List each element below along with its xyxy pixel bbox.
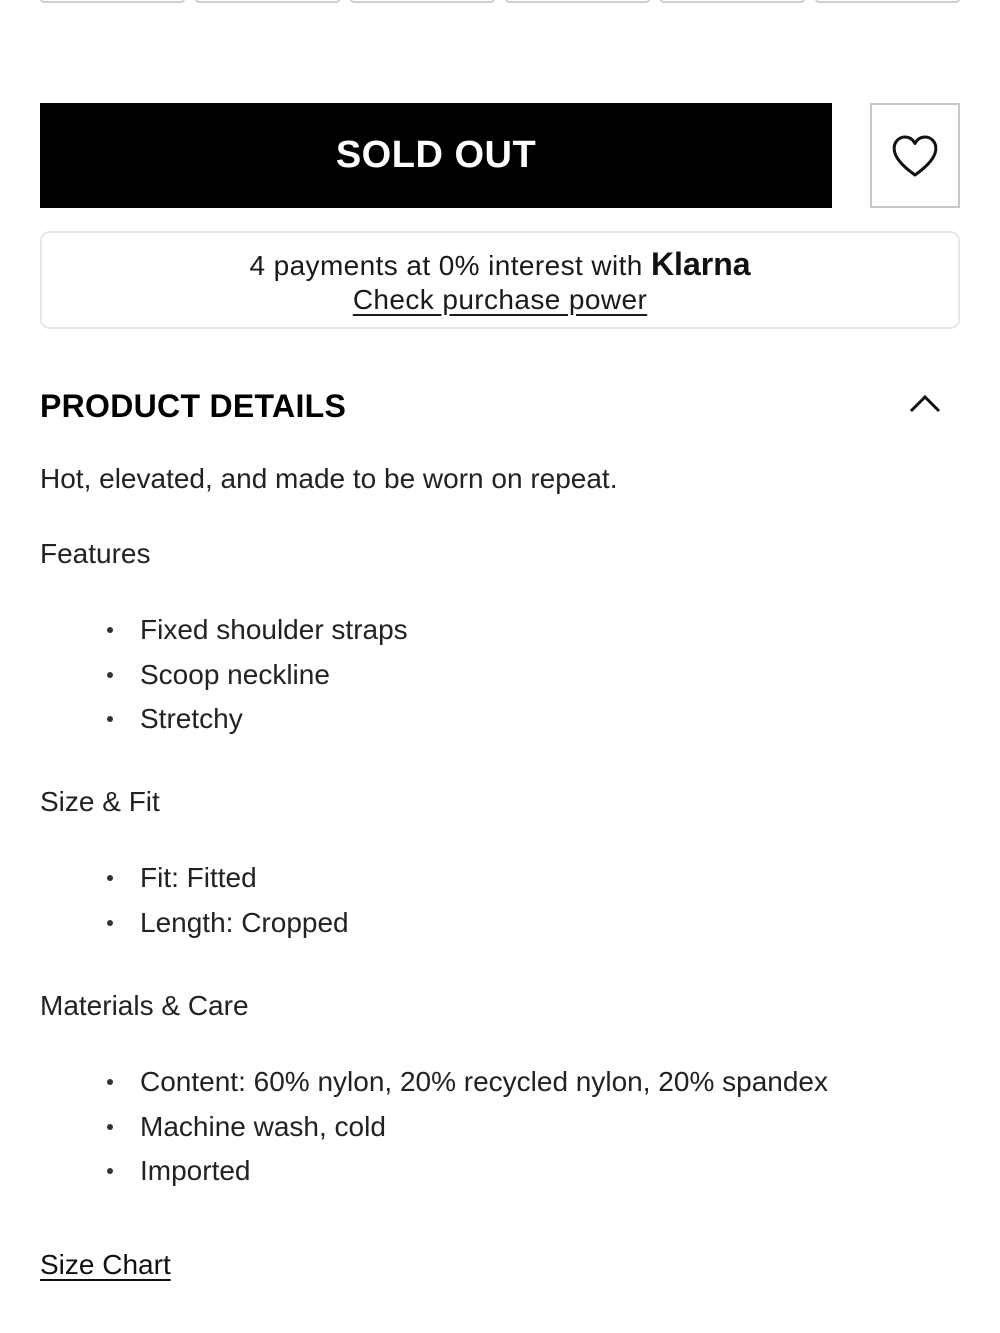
size-fit-heading: Size & Fit	[40, 786, 160, 817]
size-option[interactable]	[660, 0, 805, 3]
size-options-row	[40, 0, 960, 3]
list-item: Fit: Fitted	[40, 856, 349, 901]
bullet	[107, 716, 113, 722]
bullet	[107, 875, 113, 881]
size-option[interactable]	[40, 0, 185, 3]
bullet	[107, 1079, 113, 1085]
features-heading: Features	[40, 538, 151, 569]
bullet	[107, 672, 113, 678]
list-item: Content: 60% nylon, 20% recycled nylon, 20% spandex	[40, 1060, 828, 1105]
bullet	[107, 1168, 113, 1174]
klarna-banner	[40, 231, 960, 329]
bullet	[107, 920, 113, 926]
klarna-text: 4 payments at 0% interest with	[249, 250, 643, 281]
wishlist-button[interactable]	[870, 103, 960, 208]
list-item: Scoop neckline	[40, 653, 408, 698]
size-option[interactable]	[505, 0, 650, 3]
product-details-header[interactable]	[40, 385, 960, 431]
materials-care-list	[40, 1060, 828, 1194]
klarna-message	[42, 246, 958, 283]
product-description: Hot, elevated, and made to be worn on repeat.	[40, 463, 618, 494]
materials-care-heading: Materials & Care	[40, 990, 249, 1021]
features-list	[40, 608, 408, 742]
check-purchase-power-link[interactable]: Check purchase power	[352, 284, 648, 315]
list-item: Fixed shoulder straps	[40, 608, 408, 653]
list-item: Stretchy	[40, 697, 408, 742]
size-chart-link[interactable]: Size Chart	[40, 1249, 171, 1280]
bullet	[107, 1124, 113, 1130]
bullet	[107, 627, 113, 633]
list-item: Imported	[40, 1149, 828, 1194]
list-item: Length: Cropped	[40, 901, 349, 946]
product-details-title: PRODUCT DETAILS	[40, 388, 347, 424]
size-option[interactable]	[350, 0, 495, 3]
sold-out-button[interactable]: SOLD OUT	[40, 103, 832, 208]
size-option[interactable]	[195, 0, 340, 3]
chevron-up-icon[interactable]	[908, 391, 942, 415]
size-option[interactable]	[815, 0, 960, 3]
list-item: Machine wash, cold	[40, 1105, 828, 1150]
size-fit-list	[40, 856, 349, 945]
heart-icon	[891, 134, 939, 178]
klarna-logo: Klarna	[650, 246, 751, 282]
